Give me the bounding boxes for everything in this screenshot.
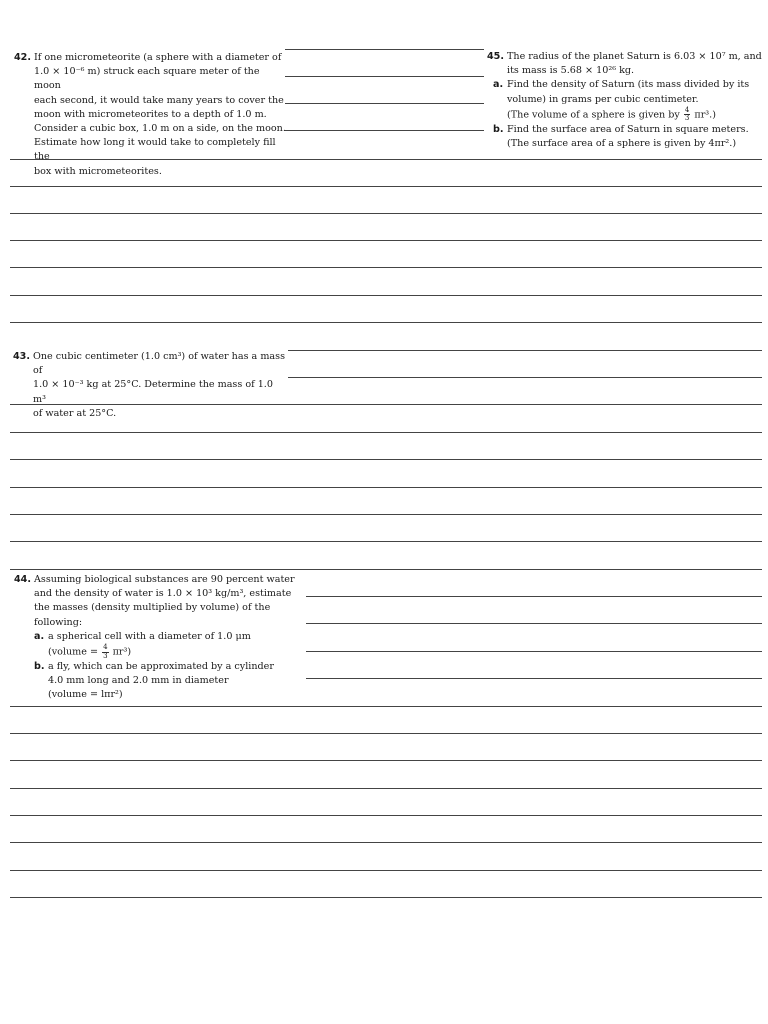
text-line: Find the surface area of Saturn in square meters.	[507, 123, 749, 135]
answer-line	[10, 159, 762, 160]
text-line: and the density of water is 1.0 × 10³ kg/m³, estimate	[34, 588, 292, 600]
answer-line	[285, 130, 484, 131]
answer-line	[10, 514, 762, 515]
answer-line	[10, 815, 762, 816]
answer-line	[10, 295, 762, 296]
text-line: 1.0 × 10⁻⁶ m) struck each square meter of the moon	[34, 66, 260, 92]
answer-line	[10, 541, 762, 542]
volume-formula: (The volume of a sphere is given by $\frac{4}{3}$ πr³.)	[507, 105, 716, 123]
text-line: a fly, which can be approximated by a cylinder	[48, 661, 274, 673]
question-44	[14, 573, 304, 703]
text-line: (The surface area of a sphere is given by 4πr².)	[507, 138, 737, 150]
fraction: $\frac{4}{3}$	[684, 105, 690, 123]
answer-line	[306, 623, 762, 624]
question-43	[13, 350, 288, 421]
text-line: the masses (density multiplied by volume) of the	[34, 602, 271, 614]
text-line: 4.0 mm long and 2.0 mm in diameter	[48, 675, 229, 687]
answer-line	[10, 322, 762, 323]
answer-line	[285, 49, 484, 50]
text-line: Find the density of Saturn (its mass divided by its	[507, 79, 750, 91]
text-line: Assuming biological substances are 90 percent water	[34, 574, 295, 585]
answer-line	[306, 596, 762, 597]
answer-line	[10, 760, 762, 761]
answer-line	[285, 103, 484, 104]
text-line: Estimate how long it would take to completely fill the	[34, 137, 276, 163]
question-text	[33, 350, 288, 421]
question-text	[507, 50, 762, 78]
answer-line	[10, 213, 762, 214]
sub-question-a	[34, 630, 304, 660]
sub-question-b	[493, 123, 762, 151]
answer-line	[288, 377, 762, 378]
text-line: moon with micrometeorites to a depth of 1.0 m.	[34, 108, 267, 120]
text-line: following:	[34, 616, 83, 628]
question-number: 45.	[487, 51, 504, 62]
sub-letter: b.	[34, 661, 45, 673]
text-line: Consider a cubic box, 1.0 m on a side, on the moon.	[34, 123, 286, 135]
answer-line	[10, 788, 762, 789]
volume-formula: (volume = $\frac{4}{3}$ πr³)	[48, 643, 132, 660]
answer-line	[10, 267, 762, 268]
question-number: 42.	[14, 52, 31, 63]
answer-line	[10, 870, 762, 871]
text-line: of water at 25°C.	[33, 407, 117, 419]
answer-line	[10, 569, 762, 570]
answer-line	[285, 76, 484, 77]
question-text	[34, 573, 304, 703]
text-line: box with micrometeorites.	[34, 165, 162, 177]
answer-line	[10, 459, 762, 460]
text-line: One cubic centimeter (1.0 cm³) of water has a mass of	[33, 351, 285, 377]
answer-line	[10, 404, 762, 405]
answer-line	[10, 487, 762, 488]
answer-line	[10, 733, 762, 734]
question-number: 44.	[14, 574, 31, 585]
text-line: volume) in grams per cubic centimeter.	[507, 93, 699, 105]
answer-line	[306, 651, 762, 652]
sub-letter: a.	[493, 79, 504, 91]
question-45	[487, 50, 762, 151]
text-line: The radius of the planet Saturn is 6.03 × 10⁷ m, and	[507, 51, 762, 62]
answer-line	[288, 350, 762, 351]
volume-formula: (volume = lπr²)	[48, 689, 123, 701]
sub-letter: a.	[34, 630, 45, 642]
sub-question-a	[493, 78, 762, 122]
sub-letter: b.	[493, 123, 504, 135]
answer-line	[10, 897, 762, 898]
answer-line	[10, 842, 762, 843]
answer-line	[10, 240, 762, 241]
text-line: 1.0 × 10⁻³ kg at 25°C. Determine the mass of 1.0 m³	[33, 379, 273, 405]
question-number: 43.	[13, 351, 30, 362]
text-line: If one micrometeorite (a sphere with a diameter of	[34, 52, 282, 63]
answer-line	[10, 706, 762, 707]
text-line: its mass is 5.68 × 10²⁶ kg.	[507, 65, 635, 77]
text-line: a spherical cell with a diameter of 1.0 μm	[48, 630, 251, 642]
fraction: $\frac{4}{3}$	[103, 643, 108, 660]
answer-line	[306, 678, 762, 679]
answer-line	[10, 186, 762, 187]
text-line: each second, it would take many years to cover the	[34, 94, 284, 106]
answer-line	[10, 432, 762, 433]
sub-question-b	[34, 660, 304, 703]
